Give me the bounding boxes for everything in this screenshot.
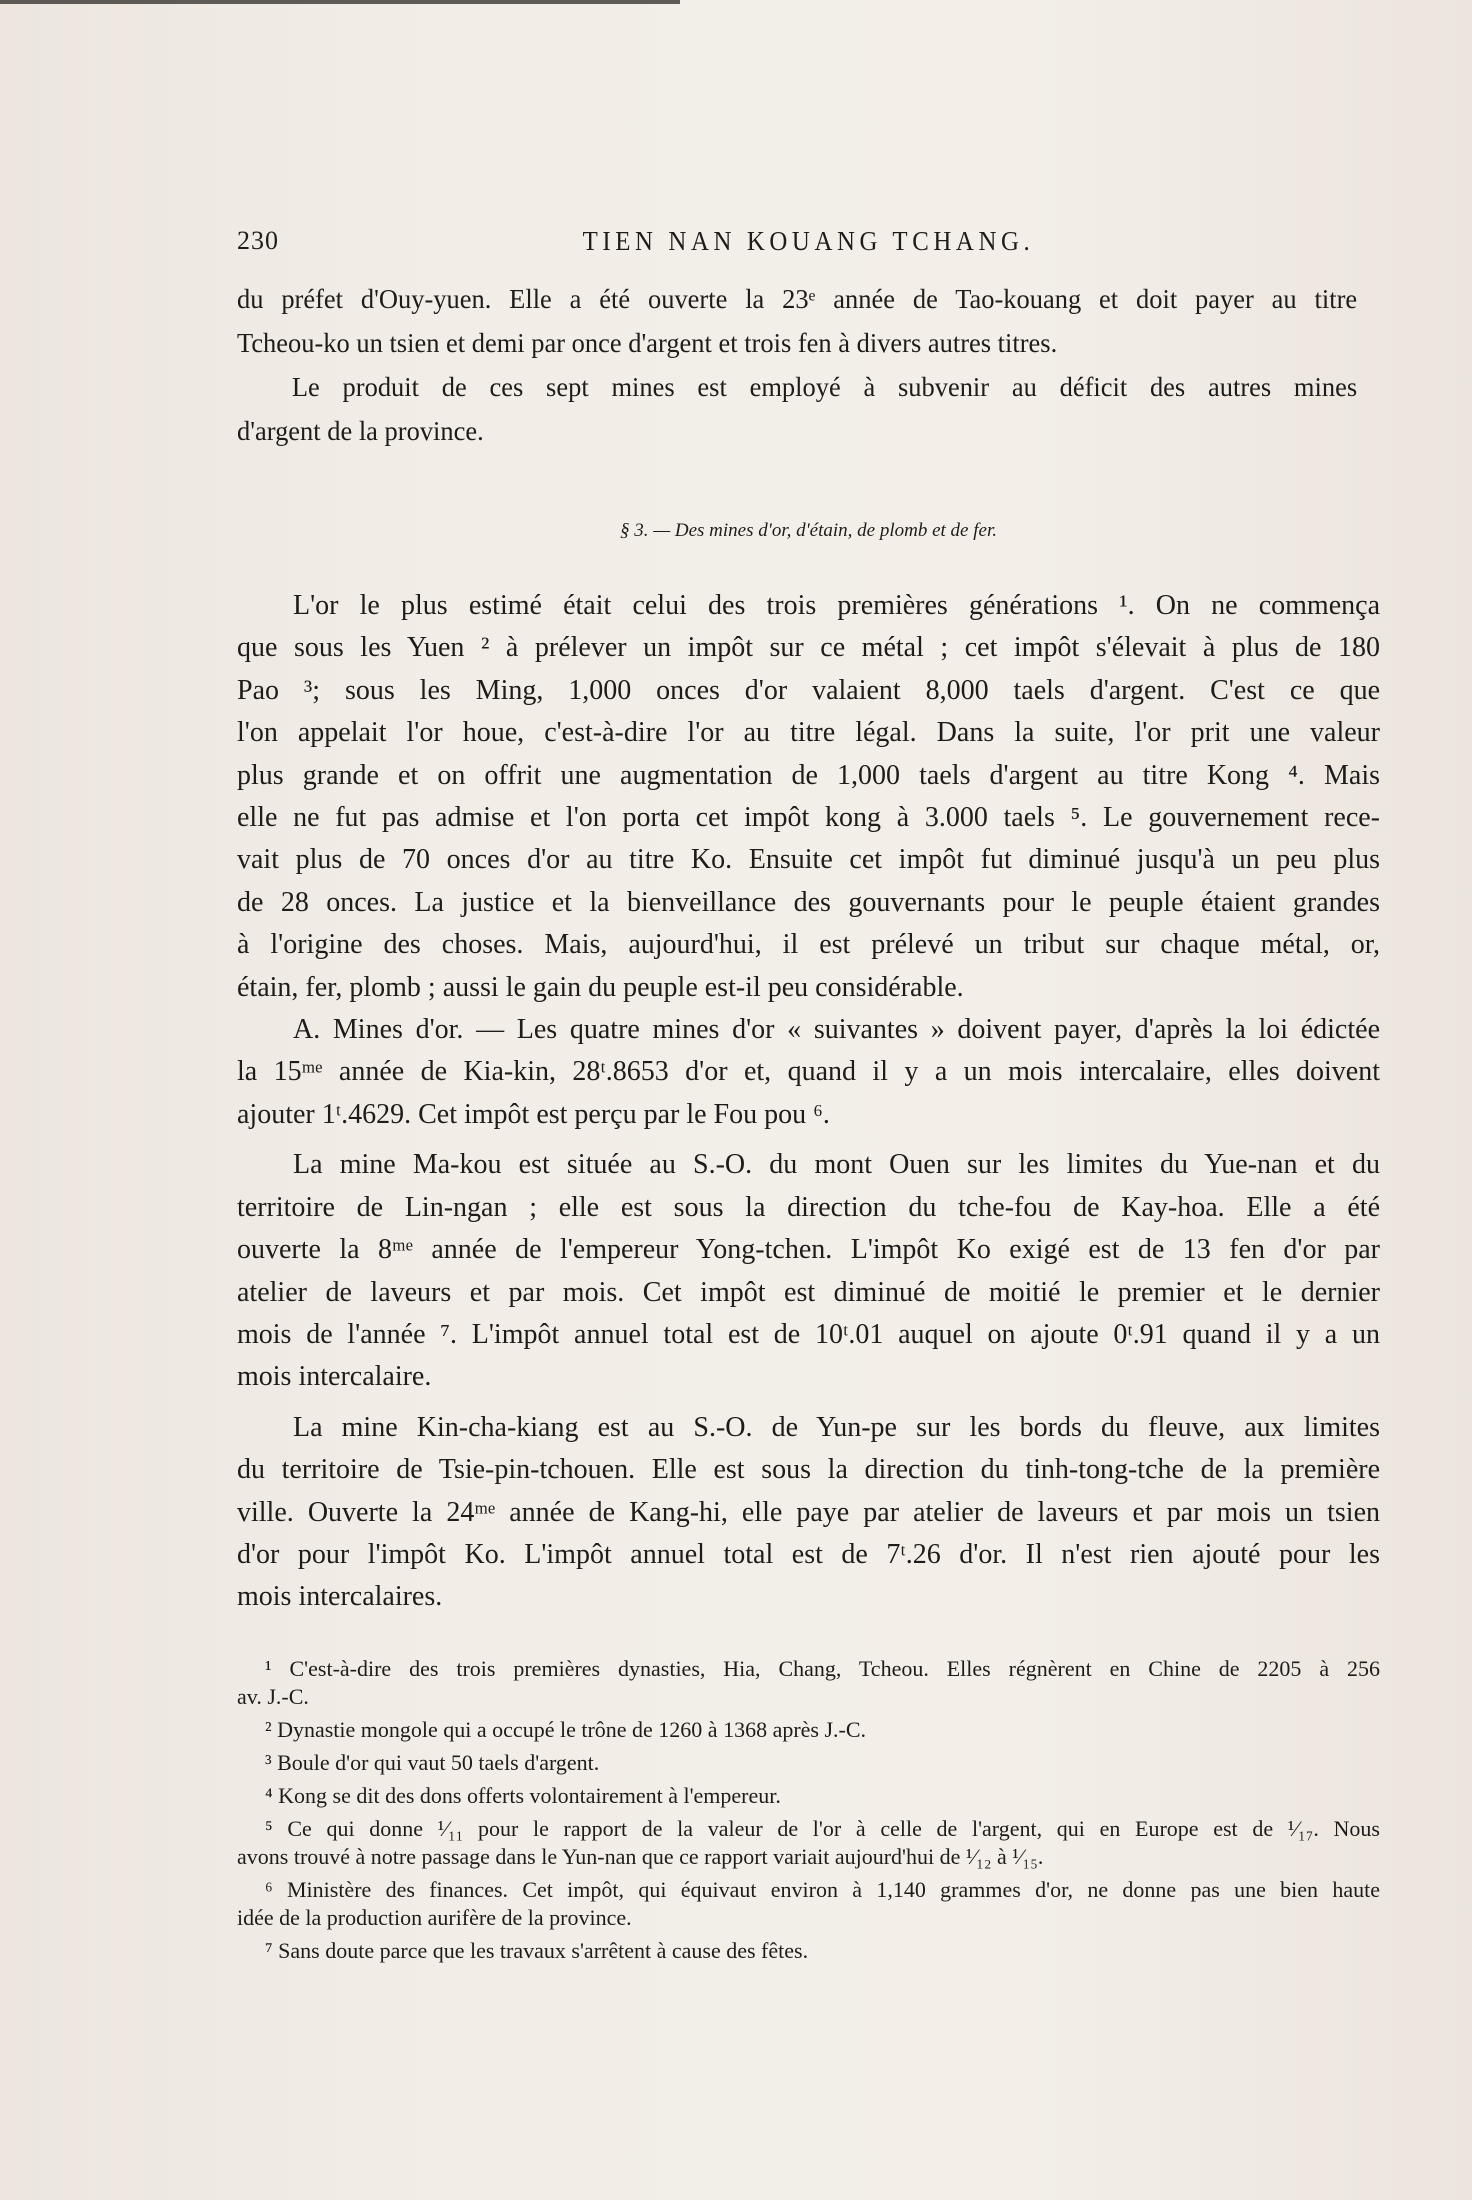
text-line: que sous les Yuen ² à prélever un impôt sur ce métal ; cet impôt s'élevait à plus de 180 [237,632,1380,664]
footnote-7 [237,1937,1380,1965]
text-line: A. Mines d'or. — Les quatre mines d'or « suivantes » doivent payer, d'après la loi édictée [293,1014,1380,1046]
text-line: ajouter 1ᵗ.4629. Cet impôt est perçu par le Fou pou ⁶. [237,1098,830,1130]
footnotes [237,1655,1380,1970]
text-line: du préfet d'Ouy-yuen. Elle a été ouverte la 23ᵉ année de Tao-kouang et doit payer au titre [237,284,1358,314]
continued-text [237,277,1380,453]
text-line: av. J.-C. [237,1684,309,1709]
paragraph-gold-history [237,585,1380,1009]
running-title: TIEN NAN KOUANG TCHANG. [582,226,1035,256]
footnote-1 [237,1655,1380,1711]
footnote-3 [237,1749,1380,1777]
scan-edge [0,0,680,4]
text-line: ¹ C'est-à-dire des trois premières dynasties, Hia, Chang, Tcheou. Elles régnèrent en Chine de 2205 à 256 [265,1656,1380,1681]
footnote-5 [237,1815,1380,1871]
text-line: territoire de Lin-ngan ; elle est sous la direction du tche-fou de Kay-hoa. Elle a été [237,1191,1380,1223]
text-line: vait plus de 70 onces d'or au titre Ko. Ensuite cet impôt fut diminué jusqu'à un peu plus [237,844,1380,876]
text-line: avons trouvé à notre passage dans le Yun-nan que ce rapport variait aujourd'hui de ¹⁄₁₂ à ¹⁄₁₅. [237,1844,1044,1869]
text-line: d'argent de la province. [237,416,484,446]
footnote-4 [237,1782,1380,1810]
text-line: atelier de laveurs et par mois. Cet impôt est diminué de moitié le premier et le dernier [237,1276,1380,1308]
text-line: ville. Ouverte la 24ᵐᵉ année de Kang-hi, elle paye par atelier de laveurs et par mois un tsien [237,1496,1380,1528]
text-line: plus grande et on offrit une augmentation de 1,000 taels d'argent au titre Kong ⁴. Mais [237,759,1380,791]
text-line: Pao ³; sous les Ming, 1,000 onces d'or valaient 8,000 taels d'argent. C'est ce que [237,674,1380,706]
section-heading: § 3. — Des mines d'or, d'étain, de plomb et de fer. [619,520,997,541]
main-text [237,585,1380,1619]
paragraph [237,365,1380,453]
text-line: idée de la production aurifère de la province. [237,1905,632,1930]
text-line: ² Dynastie mongole qui a occupé le trône de 1260 à 1368 après J.-C. [265,1717,867,1742]
text-line: ouverte la 8ᵐᵉ année de l'empereur Yong-tchen. L'impôt Ko exigé est de 13 fen d'or par [237,1234,1380,1266]
paragraph-kin-cha-kiang [237,1407,1380,1619]
paragraph-ma-kou [237,1144,1380,1398]
text-line: mois intercalaire. [237,1361,432,1393]
text-line: mois de l'année ⁷. L'impôt annuel total est de 10ᵗ.01 auquel on ajoute 0ᵗ.91 quand il y a un [237,1318,1380,1350]
paragraph-gold-mines [237,1009,1380,1136]
text-line: ⁶ Ministère des finances. Cet impôt, qui équivaut environ à 1,140 grammes d'or, ne donne pas une bien haute [265,1877,1380,1902]
text-line: ⁵ Ce qui donne ¹⁄₁₁ pour le rapport de la valeur de l'or à celle de l'argent, qui en Europe est de ¹⁄₁₇. Nous [265,1816,1380,1841]
text-line: d'or pour l'impôt Ko. L'impôt annuel total est de 7ᵗ.26 d'or. Il n'est rien ajouté pour les [237,1538,1380,1570]
text-line: de 28 onces. La justice et la bienveillance des gouvernants pour le peuple étaient grandes [237,886,1380,918]
text-line: à l'origine des choses. Mais, aujourd'hui, il est prélevé un tribut sur chaque métal, or, [237,929,1380,961]
text-line: L'or le plus estimé était celui des trois premières générations ¹. On ne commença [293,590,1380,621]
text-line: Le produit de ces sept mines est employé à subvenir au déficit des autres mines [291,372,1358,402]
footnote-6 [237,1876,1380,1932]
text-line: Tcheou-ko un tsien et demi par once d'argent et trois fen à divers autres titres. [237,328,1058,358]
text-line: La mine Ma-kou est située au S.-O. du mont Ouen sur les limites du Yue-nan et du [293,1149,1380,1181]
text-line: la 15ᵐᵉ année de Kia-kin, 28ᵗ.8653 d'or et, quand il y a un mois intercalaire, elles doivent [237,1056,1380,1088]
page-number: 230 [237,226,279,255]
text-line: elle ne fut pas admise et l'on porta cet impôt kong à 3.000 taels ⁵. Le gouvernement rece- [237,802,1380,834]
text-line: étain, fer, plomb ; aussi le gain du peuple est-il peu considérable. [237,971,964,1003]
text-line: l'on appelait l'or houe, c'est-à-dire l'or au titre légal. Dans la suite, l'or prit une valeur [237,717,1380,749]
text-line: La mine Kin-cha-kiang est au S.-O. de Yun-pe sur les bords du fleuve, aux limites [293,1411,1380,1443]
text-line: mois intercalaires. [237,1581,443,1613]
page-header [237,226,1380,266]
paragraph-continued [237,277,1380,365]
text-line: ⁷ Sans doute parce que les travaux s'arrêtent à cause des fêtes. [265,1938,809,1963]
text-line: du territoire de Tsie-pin-tchouen. Elle est sous la direction du tinh-tong-tche de la première [237,1454,1380,1486]
text-line: ⁴ Kong se dit des dons offerts volontairement à l'empereur. [265,1783,781,1808]
text-line: ³ Boule d'or qui vaut 50 taels d'argent. [265,1750,600,1775]
footnote-2 [237,1716,1380,1744]
